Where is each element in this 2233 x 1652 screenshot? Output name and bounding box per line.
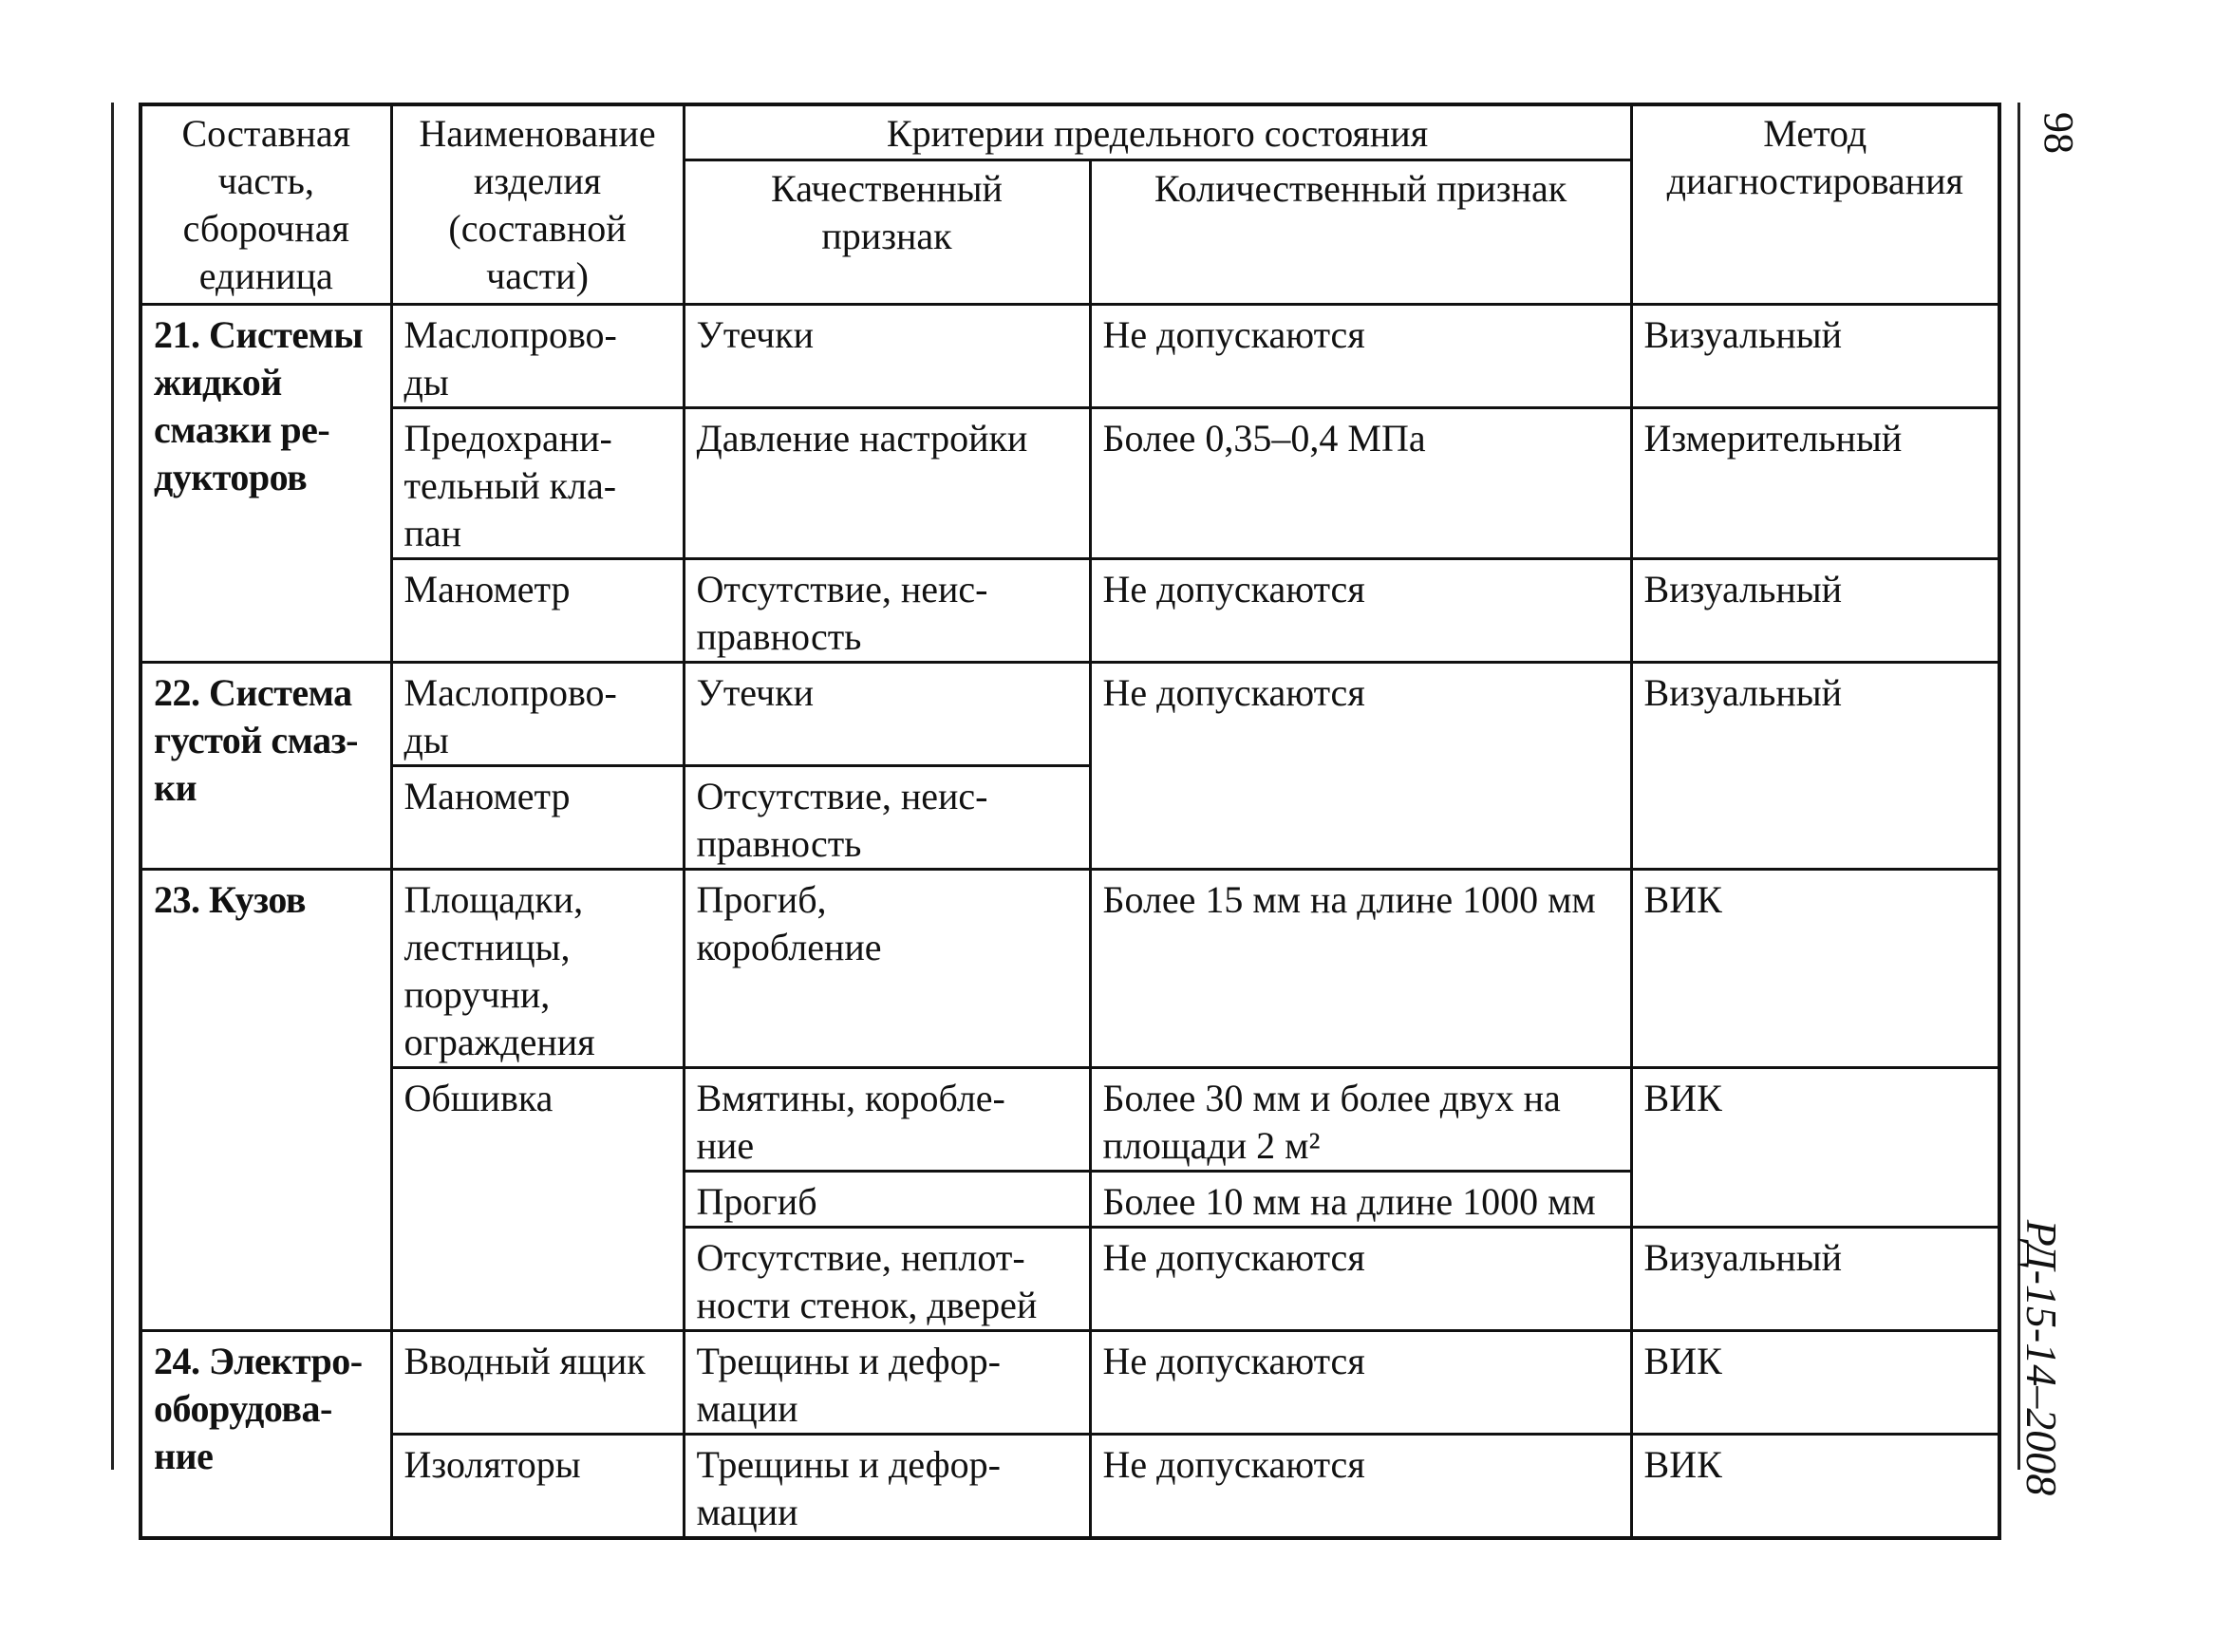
method-cell: Визуальный <box>1631 304 1999 407</box>
part-cell: Площадки, лестницы, поручни, ограждения <box>391 869 684 1067</box>
qualitative-cell: Трещины и дефор- мации <box>684 1330 1090 1434</box>
header-component: Составная часть, сборочная единица <box>141 104 391 304</box>
qualitative-cell: Прогиб, коробление <box>684 869 1090 1067</box>
quantitative-cell: Более 30 мм и более двух на площади 2 м² <box>1090 1067 1631 1171</box>
qualitative-cell: Утечки <box>684 662 1090 765</box>
table-row <box>141 304 1999 407</box>
quantitative-cell: Не допускаются <box>1090 662 1631 869</box>
header-method: Метод диагностирования <box>1631 104 1999 304</box>
part-cell: Манометр <box>391 765 684 869</box>
qualitative-cell: Отсутствие, неис- правность <box>684 558 1090 662</box>
group-title-24: 24. Электро- оборудова- ние <box>141 1330 391 1538</box>
part-cell: Маслопрово- ды <box>391 662 684 765</box>
qualitative-cell: Вмятины, коробле- ние <box>684 1067 1090 1171</box>
method-cell: ВИК <box>1631 869 1999 1067</box>
header-part-name: Наименование изделия (составной части) <box>391 104 684 304</box>
part-cell: Манометр <box>391 558 684 662</box>
method-cell: ВИК <box>1631 1330 1999 1434</box>
quantitative-cell: Не допускаются <box>1090 1434 1631 1538</box>
qualitative-cell: Трещины и дефор- мации <box>684 1434 1090 1538</box>
header-quantitative: Количественный признак <box>1090 160 1631 304</box>
method-cell: Визуальный <box>1631 662 1999 869</box>
left-margin-rule <box>111 103 114 1470</box>
group-title-21: 21. Системы жидкой смазки ре- дукторов <box>141 304 391 662</box>
table-row <box>141 869 1999 1067</box>
header-row-1 <box>141 104 1999 160</box>
group-title-22: 22. Система густой смаз- ки <box>141 662 391 869</box>
part-cell: Маслопрово- ды <box>391 304 684 407</box>
quantitative-cell: Не допускаются <box>1090 1330 1631 1434</box>
header-qualitative: Качественный признак <box>684 160 1090 304</box>
quantitative-cell: Не допускаются <box>1090 304 1631 407</box>
group-title-23: 23. Кузов <box>141 869 391 1330</box>
table-row <box>141 662 1999 765</box>
method-cell: Измерительный <box>1631 407 1999 558</box>
part-cell: Предохрани- тельный кла- пан <box>391 407 684 558</box>
table-row <box>141 558 1999 662</box>
table-row <box>141 1330 1999 1434</box>
qualitative-cell: Отсутствие, неплот- ности стенок, дверей <box>684 1227 1090 1330</box>
method-cell: Визуальный <box>1631 558 1999 662</box>
qualitative-cell: Утечки <box>684 304 1090 407</box>
header-criteria: Критерии предельного состояния <box>684 104 1631 160</box>
part-cell: Вводный ящик <box>391 1330 684 1434</box>
page-number: 98 <box>2036 112 2082 154</box>
quantitative-cell: Более 15 мм на длине 1000 мм <box>1090 869 1631 1067</box>
quantitative-cell: Более 0,35–0,4 МПа <box>1090 407 1631 558</box>
method-cell: ВИК <box>1631 1434 1999 1538</box>
limit-state-table <box>139 103 2001 1540</box>
quantitative-cell: Не допускаются <box>1090 558 1631 662</box>
table-row <box>141 407 1999 558</box>
document-code: РД-15-14–2008 <box>2017 1219 2066 1496</box>
qualitative-cell: Прогиб <box>684 1171 1090 1227</box>
quantitative-cell: Не допускаются <box>1090 1227 1631 1330</box>
qualitative-cell: Отсутствие, неис- правность <box>684 765 1090 869</box>
part-cell: Обшивка <box>391 1067 684 1330</box>
method-cell: ВИК <box>1631 1067 1999 1227</box>
quantitative-cell: Более 10 мм на длине 1000 мм <box>1090 1171 1631 1227</box>
table-row <box>141 1434 1999 1538</box>
qualitative-cell: Давление настройки <box>684 407 1090 558</box>
method-cell: Визуальный <box>1631 1227 1999 1330</box>
part-cell: Изоляторы <box>391 1434 684 1538</box>
table-row <box>141 1067 1999 1171</box>
